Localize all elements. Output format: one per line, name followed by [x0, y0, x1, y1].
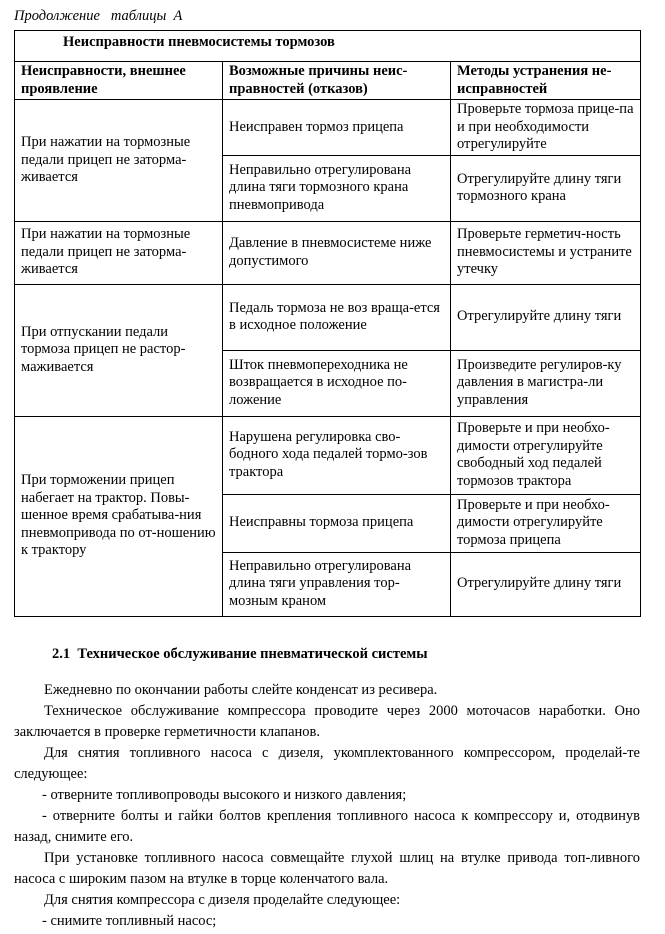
remedy-cell: Отрегулируйте длину тяги тормозного крана	[451, 155, 641, 221]
remedy-cell: Произведите регулиров-ку давления в магистра-ли управления	[451, 350, 641, 416]
remedy-cell: Проверьте и при необхо-димости отрегулируйте свободный ход педалей тормозов трактора	[451, 416, 641, 494]
cause-cell: Неисправны тормоза прицепа	[223, 494, 451, 552]
paragraph: Ежедневно по окончании работы слейте конденсат из ресивера.	[44, 682, 438, 698]
section-heading	[52, 646, 428, 663]
remedy-cell: Проверьте герметич-ность пневмосистемы и устраните утечку	[451, 221, 641, 284]
section-title: Техническое обслуживание пневматической системы	[77, 646, 428, 662]
list-item: - отверните болты и гайки болтов крепления топливного насоса к компрессору и, отодвинув назад, снимите его.	[14, 808, 640, 845]
list-item: - снимите топливный насос;	[42, 913, 217, 929]
header-remedy: Методы устранения не-исправностей	[451, 62, 641, 100]
continuation-label: Продолжение таблицы А	[14, 8, 183, 24]
paragraph: Техническое обслуживание компрессора проводите через 2000 моточасов наработки. Оно заключается в проверке герметичности клапанов.	[14, 703, 640, 740]
table-title: Неисправности пневмосистемы тормозов	[15, 31, 641, 62]
cause-cell: Неправильно отрегулирована длина тяги тормозного крана пневмопривода	[223, 155, 451, 221]
paragraph: Для снятия топливного насоса с дизеля, укомплектованного компрессором, проделай-те следующее:	[14, 745, 640, 782]
paragraph: При установке топливного насоса совмещайте глухой шлиц на втулке привода топ-ливного насоса с широким пазом на втулке в торце коленчатого вала.	[14, 850, 640, 887]
remedy-cell: Проверьте тормоза прице-па и при необходимости отрегулируйте	[451, 100, 641, 156]
section-number: 2.1	[52, 646, 71, 662]
header-fault: Неисправности, внешнее проявление	[15, 62, 223, 100]
fault-cell: При отпускании педали тормоза прицеп не растор-маживается	[15, 284, 223, 416]
body-text	[14, 680, 640, 932]
fault-cell: При нажатии на тормозные педали прицеп не затормa-живается	[15, 221, 223, 284]
cause-cell: Неисправен тормоз прицепа	[223, 100, 451, 156]
paragraph: Для снятия компрессора с дизеля проделайте следующее:	[44, 892, 401, 908]
remedy-cell: Отрегулируйте длину тяги	[451, 284, 641, 350]
cause-cell: Шток пневмопереходника не возвращается в исходное по-ложение	[223, 350, 451, 416]
cause-cell: Педаль тормоза не воз враща-ется в исходное положение	[223, 284, 451, 350]
remedy-cell: Отрегулируйте длину тяги	[451, 552, 641, 616]
header-cause: Возможные причины неис-правностей (отказов)	[223, 62, 451, 100]
cause-cell: Неправильно отрегулирована длина тяги управления тор-мозным краном	[223, 552, 451, 616]
cause-cell: Нарушена регулировка сво-бодного хода педалей тормо-зов трактора	[223, 416, 451, 494]
fault-cell: При торможении прицеп набегает на трактор. Повы-шенное время срабатыва-ния пневмопривода по от-ношению к трактору	[15, 416, 223, 616]
remedy-cell: Проверьте и при необхо-димости отрегулируйте тормоза прицепа	[451, 494, 641, 552]
fault-cell: При нажатии на тормозные педали прицеп не затормa-живается	[15, 100, 223, 222]
faults-table	[14, 30, 641, 617]
cause-cell: Давление в пневмосистеме ниже допустимого	[223, 221, 451, 284]
list-item: - отверните топливопроводы высокого и низкого давления;	[42, 787, 407, 803]
